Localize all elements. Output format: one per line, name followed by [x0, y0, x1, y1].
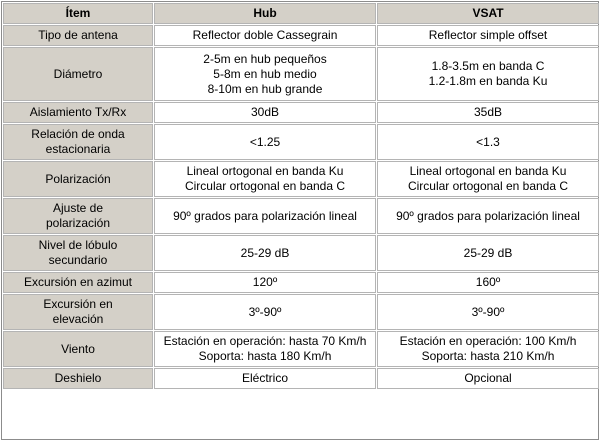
header-row	[3, 3, 599, 24]
vsat-value: Lineal ortogonal en banda Ku Circular ortogonal en banda C	[377, 161, 599, 197]
header-item: Ítem	[3, 3, 153, 24]
hub-value: Eléctrico	[154, 368, 376, 389]
vsat-value: 35dB	[377, 102, 599, 123]
vsat-value: Reflector simple offset	[377, 25, 599, 46]
spec-table-container	[1, 1, 599, 440]
table-row	[3, 198, 599, 234]
header-hub: Hub	[154, 3, 376, 24]
hub-value: 120º	[154, 272, 376, 293]
row-label: Tipo de antena	[3, 25, 153, 46]
hub-value: Estación en operación: hasta 70 Km/h Soporta: hasta 180 Km/h	[154, 331, 376, 367]
row-label: Nivel de lóbulo secundario	[3, 235, 153, 271]
hub-value: 90º grados para polarización lineal	[154, 198, 376, 234]
vsat-value: Opcional	[377, 368, 599, 389]
vsat-value: 25-29 dB	[377, 235, 599, 271]
table-row	[3, 294, 599, 330]
row-label: Polarización	[3, 161, 153, 197]
row-label: Ajuste de polarización	[3, 198, 153, 234]
vsat-value: <1.3	[377, 124, 599, 160]
vsat-value: 90º grados para polarización lineal	[377, 198, 599, 234]
hub-value: Lineal ortogonal en banda Ku Circular ortogonal en banda C	[154, 161, 376, 197]
vsat-value: 160º	[377, 272, 599, 293]
table-row	[3, 235, 599, 271]
table-row	[3, 124, 599, 160]
hub-value: 3º-90º	[154, 294, 376, 330]
row-label: Excursión en elevación	[3, 294, 153, 330]
hub-value: 30dB	[154, 102, 376, 123]
row-label: Viento	[3, 331, 153, 367]
table-row	[3, 47, 599, 101]
row-label: Aislamiento Tx/Rx	[3, 102, 153, 123]
row-label: Excursión en azimut	[3, 272, 153, 293]
hub-value: <1.25	[154, 124, 376, 160]
table-row	[3, 161, 599, 197]
vsat-value: Estación en operación: 100 Km/h Soporta: hasta 210 Km/h	[377, 331, 599, 367]
row-label: Deshielo	[3, 368, 153, 389]
header-vsat: VSAT	[377, 3, 599, 24]
hub-value: Reflector doble Cassegrain	[154, 25, 376, 46]
row-label: Diámetro	[3, 47, 153, 101]
table-row	[3, 102, 599, 123]
table-row	[3, 272, 599, 293]
hub-value: 2-5m en hub pequeños 5-8m en hub medio 8-10m en hub grande	[154, 47, 376, 101]
row-label: Relación de onda estacionaria	[3, 124, 153, 160]
vsat-value: 3º-90º	[377, 294, 599, 330]
vsat-value: 1.8-3.5m en banda C 1.2-1.8m en banda Ku	[377, 47, 599, 101]
antenna-comparison-table	[2, 2, 600, 390]
table-row	[3, 331, 599, 367]
table-row	[3, 368, 599, 389]
table-row	[3, 25, 599, 46]
hub-value: 25-29 dB	[154, 235, 376, 271]
